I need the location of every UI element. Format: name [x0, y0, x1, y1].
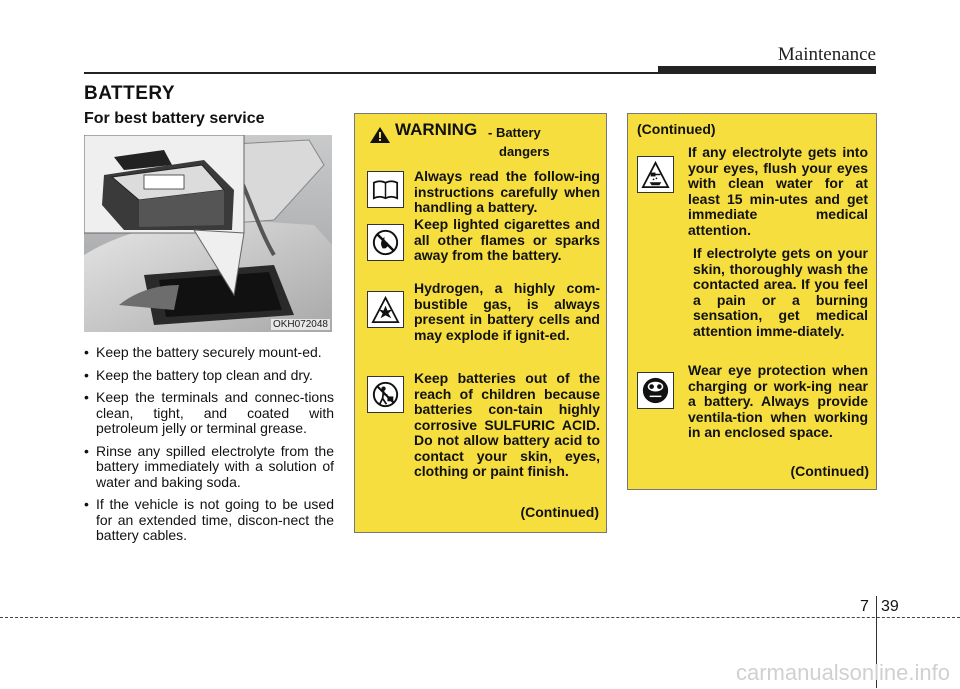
header-rule-thin — [84, 72, 684, 74]
list-item: • Rinse any spilled electrolyte from the battery immediately with a solution of water and baking soda. — [84, 444, 334, 491]
footer-dashed-rule — [0, 617, 960, 618]
continued-bottom-label: (Continued) — [790, 463, 869, 479]
eye-protection-icon — [637, 372, 674, 409]
warning-subheading-2: dangers — [499, 144, 550, 159]
warning-item-hydrogen: Hydrogen, a highly com-bustible gas, is always present in battery cells and may explode if ignit-ed. — [414, 280, 600, 343]
figure-code: OKH072048 — [272, 319, 328, 330]
list-item: • Keep the battery securely mount-ed. — [84, 345, 334, 361]
footer-page-number: 39 — [881, 598, 899, 615]
warning-label: WARNING — [395, 120, 478, 139]
keep-from-children-icon — [367, 376, 404, 413]
section-title: BATTERY — [84, 83, 176, 104]
header-rule-thick — [658, 66, 876, 74]
battery-figure — [84, 135, 332, 332]
explosion-icon — [367, 291, 404, 328]
warning-item-read-instructions: Always read the follow-ing instructions carefully when handling a battery. — [414, 168, 600, 215]
warning-item-eyes — [688, 145, 868, 238]
subsection-title: For best battery service — [84, 110, 265, 127]
book-icon — [367, 171, 404, 208]
corrosive-icon — [637, 156, 674, 193]
battery-care-list — [84, 345, 334, 551]
warning-box-continued — [627, 113, 877, 490]
no-flame-icon — [367, 224, 404, 261]
continued-label: (Continued) — [520, 504, 599, 520]
warning-item-no-flames: Keep lighted cigarettes and all other flames or sparks away from the battery. — [414, 216, 600, 263]
continued-top-label: (Continued) — [637, 121, 716, 137]
warning-item-skin: If electrolyte gets on your skin, thoroughly wash the contacted area. If you feel a pain or a burning sensation, get medical attention imme-diately. — [693, 245, 868, 339]
warning-item-eyes-text: If any electrolyte gets into your eyes, flush your eyes with clean water for at least 15 min-utes and get immediate medical attention. — [688, 144, 868, 238]
footer-chapter-number: 7 — [860, 598, 869, 615]
watermark: carmanualsonline.info — [735, 660, 950, 685]
list-item: • If the vehicle is not going to be used for an extended time, discon-nect the battery cables. — [84, 497, 334, 544]
battery-trunk-illustration — [84, 135, 332, 332]
list-item: • Keep the battery top clean and dry. — [84, 368, 334, 384]
warning-item-children: Keep batteries out of the reach of children because batteries con-tain highly corrosive SULFURIC ACID. Do not allow battery acid to contact your skin, eyes, clothing or paint finish. — [414, 370, 600, 479]
list-item: • Keep the terminals and connec-tions clean, tight, and coated with petroleum jelly or terminal grease. — [84, 390, 334, 437]
warning-box-battery-dangers — [354, 113, 607, 533]
warning-subheading: - Battery — [488, 125, 541, 140]
header-section-name: Maintenance — [777, 44, 876, 65]
warning-item-eye-protection: Wear eye protection when charging or work-ing near a battery. Always provide ventila-tion when working in an enclosed space. — [688, 362, 868, 440]
warning-triangle-icon — [369, 126, 391, 144]
